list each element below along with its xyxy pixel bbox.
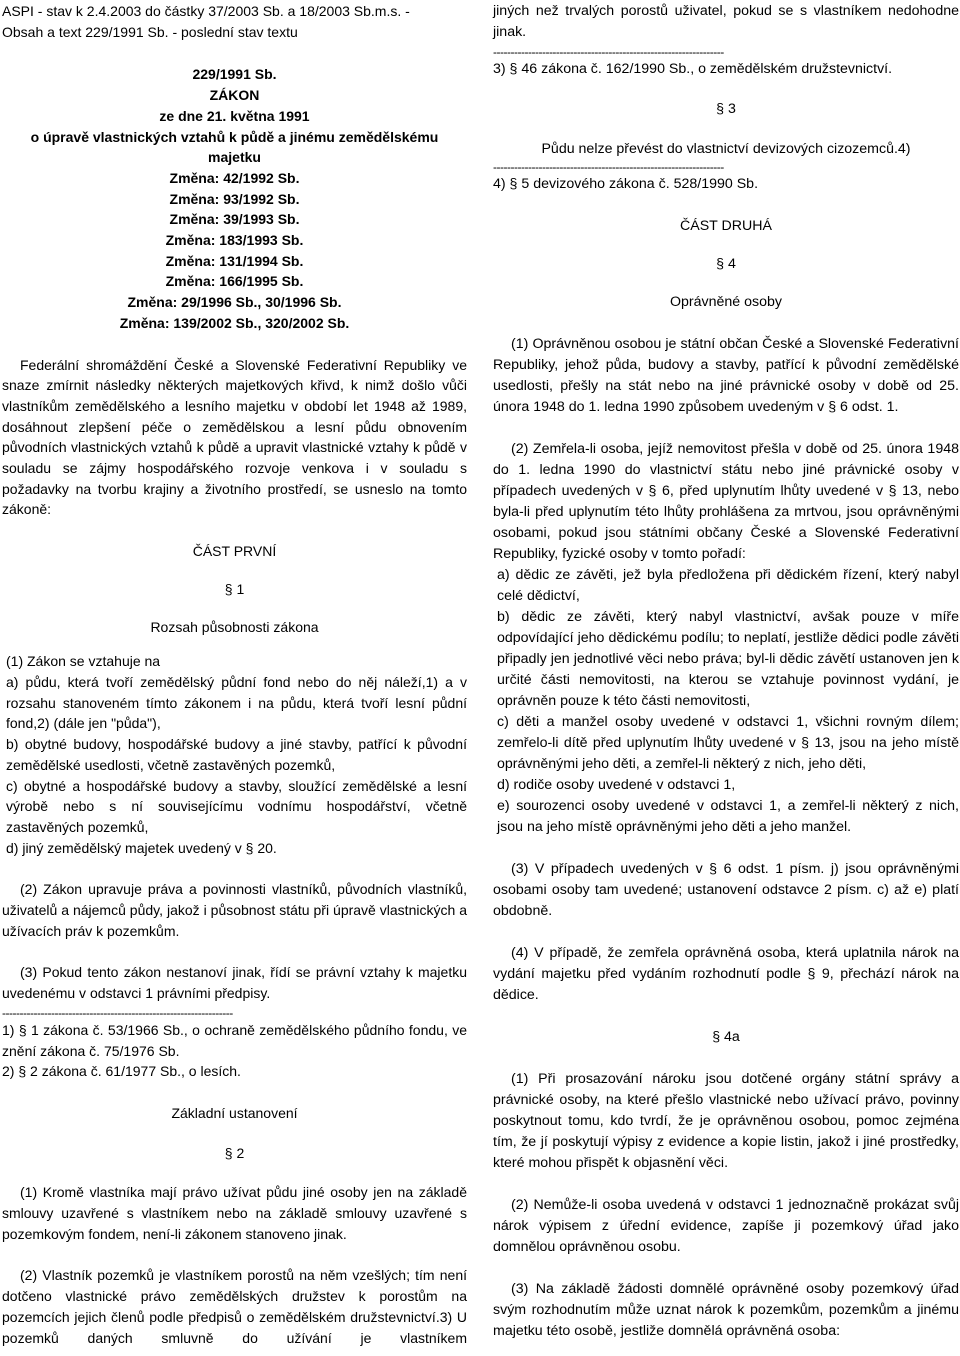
footnote-separator: ------------------------------------------------------------------ (493, 45, 724, 59)
section-3-number: § 3 (716, 101, 736, 117)
amendment: Změna: 93/1992 Sb. (169, 190, 300, 207)
footnote-separator: ------------------------------------------------------------------ (2, 1005, 233, 1020)
section-1-title: Rozsah působnosti zákona (150, 618, 319, 635)
amendment: Změna: 39/1993 Sb. (169, 211, 300, 228)
header-line-2: Obsah a text 229/1991 Sb. - poslední stav textu (2, 23, 298, 40)
footnote-separator: ------------------------------------------------------------------ (493, 160, 724, 174)
s1-p1-c: c) obytné a hospodářské budovy a stavby, sloužící zemědělské a lesní výrobě nebo s ní souvisejícímu vodnímu hospodářství, včetně zastavěných pozemků, (6, 777, 467, 835)
law-date: ze dne 21. května 1991 (159, 107, 310, 124)
right-column (493, 0, 959, 1342)
s2-p2-part2: jiných než trvalých porostů uživatel, pokud se s vlastníkem nedohodne jinak. (493, 3, 959, 40)
section-4-title: Oprávněné osoby (670, 294, 782, 310)
s4a-p2: (2) Nemůže-li osoba uvedená v odstavci 1 jednoznačně prokázat svůj nárok výpisem z úřední evidence, zapíše ji pozemkový úřad jako domnělou oprávněnou osobu. (493, 1197, 959, 1255)
section-2-number: § 2 (224, 1144, 245, 1161)
footnote-4: 4) § 5 devizového zákona č. 528/1990 Sb. (493, 176, 759, 192)
part-one-heading: ČÁST PRVNÍ (192, 543, 277, 560)
amendment: Změna: 131/1994 Sb. (165, 252, 304, 269)
amendment: Změna: 166/1995 Sb. (165, 273, 304, 290)
s4-p4: (4) V případě, že zemřela oprávněná osoba, která uplatnila nárok na vydání majetku před vydáním rozhodnutí podle § 9, přechází nárok na dědice. (493, 945, 959, 1003)
law-type: ZÁKON (209, 87, 260, 104)
s1-p2: (2) Zákon upravuje práva a povinnosti vlastníků, původních vlastníků, uživatelů a nájemců půdy, jakož i působnost státu při úpravě vlastnických a užívacích práv k pozemkům. (2, 881, 467, 939)
s1-p1-d: d) jiný zemědělský majetek uvedený v § 20. (6, 839, 277, 856)
s2-p1: (1) Kromě vlastníka mají právo užívat půdu jiné osoby jen na základě smlouvy uzavřené s vlastníkem nebo na základě smlouvy uzavřené s pozemkovým fondem, není-li zákonem stanoveno jinak. (2, 1184, 467, 1242)
amendment: Změna: 183/1993 Sb. (165, 232, 304, 249)
header-line-1: ASPI - stav k 2.4.2003 do částky 37/2003 Sb. a 18/2003 Sb.m.s. - (2, 3, 410, 19)
s2-p2-part1: (2) Vlastník pozemků je vlastníkem porostů na něm vzešlých; tím není dotčeno vlastnické právo zemědělských družstev k porostům na pozemcích jejich členů podle předpisů o zemědělském družstevnictví.3) U pozemků daných smluvně do užívání je vlastníkem (2, 1267, 467, 1346)
footnote-3: 3) § 46 zákona č. 162/1990 Sb., o zemědělském družstevnictví. (493, 61, 893, 77)
s1-p1-a: a) půdu, která tvoří zemědělský půdní fond nebo do něj náleží,1) a v rozsahu stanoveném tímto zákonem i na půdu, která tvoří lesní půdní fond,2) (dále jen "půda"), (6, 673, 467, 732)
s4-p2-a: a) dědic ze závěti, jež byla předložena při dědickém řízení, který nabyl celé dědictví, (497, 567, 959, 604)
left-column (2, 0, 467, 1348)
s4a-p3: (3) Na základě žádosti domnělé oprávněné osoby pozemkový úřad svým rozhodnutím může uznat nárok k pozemkům, pozemkům a jinému majetku této osobě, jestliže domnělá oprávněná osoba: (493, 1281, 959, 1339)
preamble: Federální shromáždění České a Slovenské Federativní Republiky ve snaze zmírnit následky některých majetkových křivd, k nimž došlo vůči vlastníkům zemědělského a lesního majetku v období let 1948 až 1989, dosáhnout zlepšení péče o zemědělskou a lesní půdu obnovením původních vlastnických vztahů k půdě a upravit vlastnické vztahy k půdě v souladu se zájmy hospodářského rozvoje venkova i v souladu s požadavky na tvorbu krajiny a životního prostředí, se usneslo na tomto zákoně: (2, 356, 467, 518)
footnote-1: 1) § 1 zákona č. 53/1966 Sb., o ochraně zemědělského půdního fondu, ve znění zákona č. 75/1976 Sb. (2, 1021, 467, 1059)
section-4-number: § 4 (716, 256, 736, 272)
s1-p1-intro: (1) Zákon se vztahuje na (6, 653, 161, 670)
law-title: o úpravě vlastnických vztahů k půdě a jinému zemědělskému majetku (30, 128, 439, 166)
s4-p3: (3) V případech uvedených v § 6 odst. 1 písm. j) jsou oprávněnými osobami osoby tam uvedené; ustanovení odstavce 2 písm. c) až e) platí obdobně. (493, 861, 959, 919)
s4-p2-c: c) děti a manžel osoby uvedené v odstavci 1, všichni rovným dílem; zemřelo-li dítě před uplynutím lhůty uvedené v § 13, jsou na jeho místě oprávněnými jeho děti, a zemřel-li některý z nich, jeho děti, (497, 714, 959, 772)
s4-p1: (1) Oprávněnou osobou je státní občan České a Slovenské Federativní Republiky, jehož půda, budovy a stavby, patřící k původní zemědělské usedlosti, přešly na stát nebo na jiné právnické osoby v době od 25. února 1948 do 1. ledna 1990 způsobem uvedeným v § 6 odst. 1. (493, 336, 959, 415)
s3-text: Půdu nelze převést do vlastnictví devizových cizozemců.4) (541, 141, 911, 157)
law-number: 229/1991 Sb. (192, 66, 277, 83)
s4-p2: (2) Zemřela-li osoba, jejíž nemovitost přešla v době od 25. února 1948 do 1. ledna 1990 do vlastnictví státu nebo jiné právnické osoby v případech uvedených v § 6, před uplynutím lhůty uvedené v § 13, nebo byla-li před uplynutím této lhůty prohlášena za mrtvou, jsou oprávněnými osobami, pokud jsou státními občany České a Slovenské Federativní Republiky, fyzické osoby v tomto pořadí: (493, 441, 959, 562)
section-1-number: § 1 (224, 580, 245, 597)
amendment-list (2, 168, 467, 334)
s1-p1-b: b) obytné budovy, hospodářské budovy a jiné stavby, patřící k původní zemědělské usedlosti, včetně zastavěných pozemků, (6, 736, 467, 773)
section-4a-number: § 4a (712, 1029, 740, 1045)
part-two-heading: ČÁST DRUHÁ (680, 218, 772, 234)
amendment: Změna: 29/1996 Sb., 30/1996 Sb. (127, 294, 342, 311)
s4-p2-d: d) rodiče osoby uvedené v odstavci 1, (497, 777, 736, 793)
footnote-2: 2) § 2 zákona č. 61/1977 Sb., o lesích. (2, 1063, 241, 1080)
amendment: Změna: 139/2002 Sb., 320/2002 Sb. (119, 314, 350, 331)
s4-p2-e: e) sourozenci osoby uvedené v odstavci 1, a zemřel-li některý z nich, jsou na jeho místě oprávněnými jeho děti a jeho manžel. (497, 798, 959, 835)
basic-provisions-heading: Základní ustanovení (171, 1104, 298, 1121)
s4a-p1: (1) Při prosazování nároku jsou dotčené orgány státní správy a právnické osoby, na které přešlo vlastnické nebo užívací právo, povinny poskytnout tomu, kdo tvrdí, že je oprávněnou osobou, pomoc zejména tím, že jí poskytují výpisy z evidence a kopie listin, jakož i jiné prostředky, které mohou přispět k objasnění věci. (493, 1071, 959, 1171)
s1-p3: (3) Pokud tento zákon nestanoví jinak, řídí se právní vztahy k majetku uvedenému v odstavci 1 právními předpisy. (2, 964, 467, 1002)
amendment: Změna: 42/1992 Sb. (169, 169, 300, 186)
s4-p2-b: b) dědic ze závěti, který nabyl vlastnictví, avšak pouze v míře odpovídající jeho dědickému podílu; to neplatí, jestliže dědici podle závěti připadly jen jednotlivé věci nebo práva; byl-li dědic závětí ustanoven jen k určité části nemovitosti, na kterou se vztahuje povinnost vydání, je oprávněn pouze k této části nemovitosti, (497, 609, 959, 709)
